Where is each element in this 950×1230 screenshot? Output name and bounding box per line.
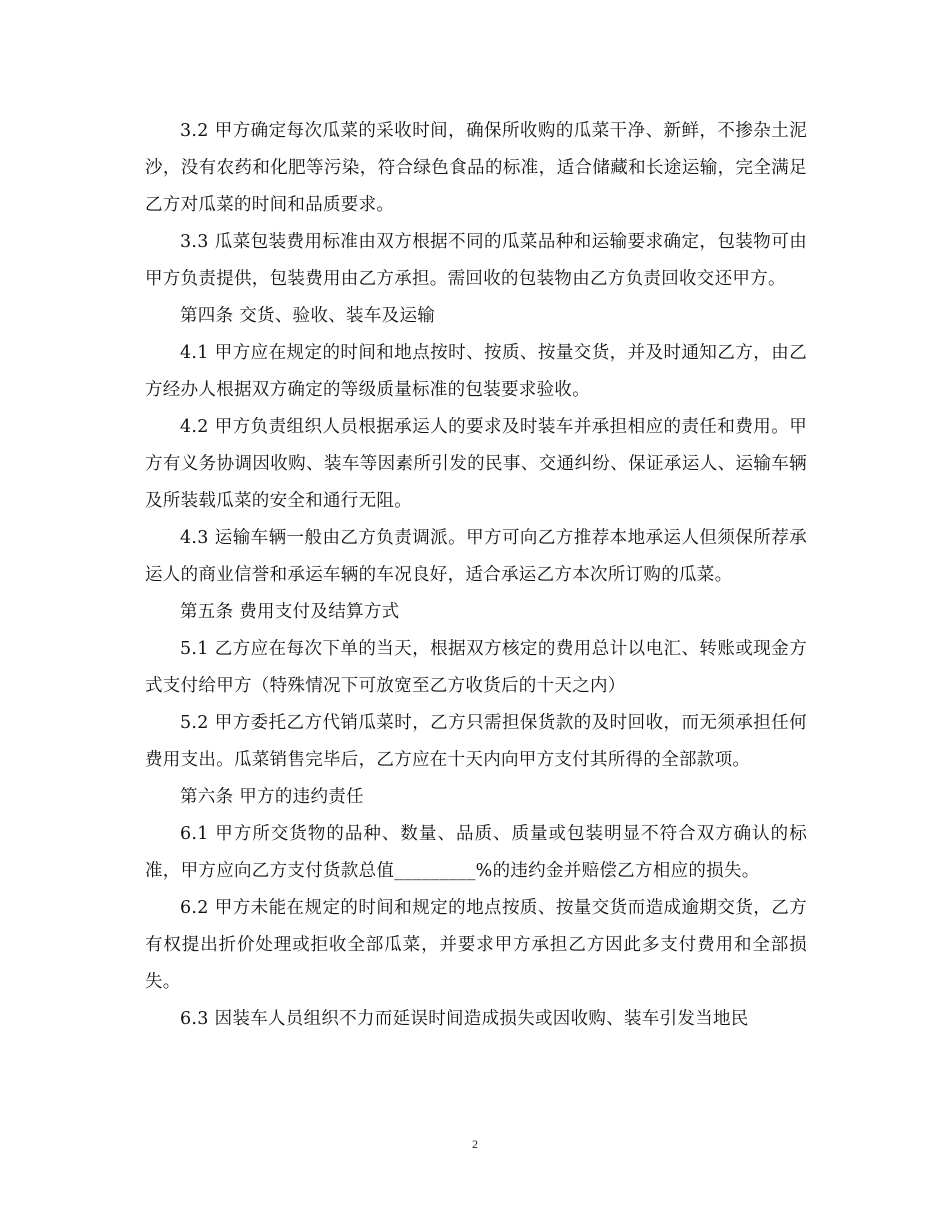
article-5-heading: 第五条 费用支付及结算方式 [180, 602, 400, 622]
clause-6-3: 6.3 因装车人员组织不力而延误时间造成损失或因收购、装车引发当地民 [180, 1009, 749, 1029]
clause-3-3: 3.3 瓜菜包装费用标准由双方根据不同的瓜菜品种和运输要求确定，包装物可由甲方负责提供，包装费用由乙方承担。需回收的包装物由乙方负责回收交还甲方。 [145, 232, 807, 289]
clause-4-2: 4.2 甲方负责组织人员根据承运人的要求及时装车并承担相应的责任和费用。甲方有义务协调因收购、装车等因素所引发的民事、交通纠纷、保证承运人、运输车辆及所装载瓜菜的安全和通行无阻。 [145, 417, 807, 511]
clause-4-1: 4.1 甲方应在规定的时间和地点按时、按质、按量交货，并及时通知乙方，由乙方经办人根据双方确定的等级质量标准的包装要求验收。 [145, 343, 807, 400]
article-6-heading: 第六条 甲方的违约责任 [180, 787, 364, 807]
article-4-heading: 第四条 交货、验收、装车及运输 [180, 306, 436, 326]
page-number: 2 [472, 1137, 478, 1151]
document-body [145, 113, 807, 1038]
clause-5-1: 5.1 乙方应在每次下单的当天，根据双方核定的费用总计以电汇、转账或现金方式支付给甲方（特殊情况下可放宽至乙方收货后的十天之内） [145, 639, 807, 696]
clause-3-2: 3.2 甲方确定每次瓜菜的采收时间，确保所收购的瓜菜干净、新鲜，不掺杂土泥沙，没有农药和化肥等污染，符合绿色食品的标准，适合储藏和长途运输，完全满足乙方对瓜菜的时间和品质要求。 [145, 121, 807, 215]
clause-6-2: 6.2 甲方未能在规定的时间和规定的地点按质、按量交货而造成逾期交货，乙方有权提出折价处理或拒收全部瓜菜，并要求甲方承担乙方因此多支付费用和全部损失。 [145, 898, 807, 992]
clause-6-1: 6.1 甲方所交货物的品种、数量、品质、质量或包装明显不符合双方确认的标准，甲方应向乙方支付货款总值_________%的违约金并赔偿乙方相应的损失。 [145, 824, 807, 881]
clause-5-2: 5.2 甲方委托乙方代销瓜菜时，乙方只需担保货款的及时回收，而无须承担任何费用支出。瓜菜销售完毕后，乙方应在十天内向甲方支付其所得的全部款项。 [145, 713, 807, 770]
clause-4-3: 4.3 运输车辆一般由乙方负责调派。甲方可向乙方推荐本地承运人但须保所荐承运人的商业信誉和承运车辆的车况良好，适合承运乙方本次所订购的瓜菜。 [145, 528, 807, 585]
